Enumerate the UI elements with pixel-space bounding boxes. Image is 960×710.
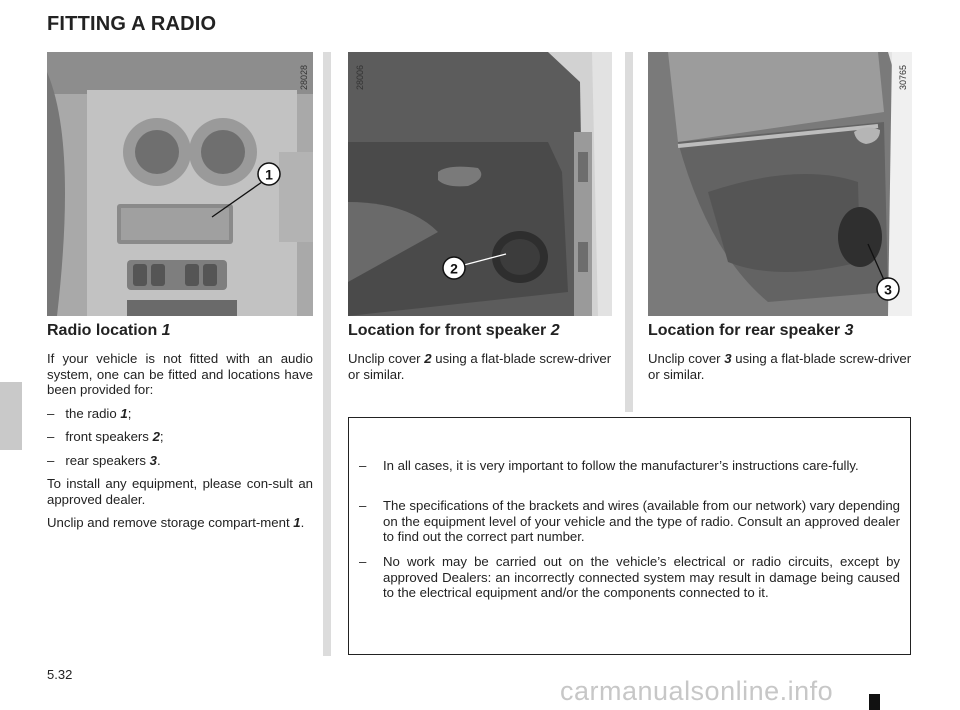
rear-speaker-heading xyxy=(648,322,914,340)
front-speaker-section xyxy=(348,322,614,382)
list-item: – front speakers 2; xyxy=(47,429,164,444)
note-dash: – xyxy=(359,554,367,569)
figure-callout-1: 1 xyxy=(265,166,273,183)
column-divider-right xyxy=(625,52,633,412)
note-dash: – xyxy=(359,458,367,473)
figure-ref-1: 28028 xyxy=(299,64,309,90)
rear-door-photo xyxy=(648,52,912,316)
radio-location-heading xyxy=(47,322,313,340)
figure-callout-3: 3 xyxy=(884,281,892,298)
rear-speaker-text: Unclip cover 3 using a flat-blade screw-driver or similar. xyxy=(648,351,912,382)
note-text: In all cases, it is very important to follow the manufacturer’s instructions care-fully. xyxy=(383,458,859,473)
dealer-paragraph: To install any equipment, please con-sult an approved dealer. xyxy=(47,476,313,507)
note-item xyxy=(359,458,900,474)
section-tab xyxy=(0,382,22,450)
figure-ref-3: 30765 xyxy=(898,64,908,90)
page-title: FITTING A RADIO xyxy=(47,13,217,35)
corner-mark xyxy=(869,694,880,710)
note-item xyxy=(359,554,900,601)
column-divider-left xyxy=(323,52,331,656)
note-text: No work may be carried out on the vehicle’s electrical or radio circuits, except by approved Dealers: an incorrectly connected system may result in damage being caused to the electrical equipment and/or the components connected to it. xyxy=(383,554,900,600)
heading-number: 1 xyxy=(161,322,171,339)
page-number: 5.32 xyxy=(47,667,73,682)
front-speaker-heading xyxy=(348,322,614,340)
warning-note-box xyxy=(348,417,911,655)
dashboard-photo xyxy=(47,52,313,316)
note-text: The specifications of the brackets and wires (available from our network) vary depending on the equipment level of your vehicle and the type of radio. Consult an approved dealer to find out the correct part number. xyxy=(383,498,900,544)
figure-ref-2: 28006 xyxy=(355,64,365,90)
front-door-photo xyxy=(348,52,612,316)
heading-number: 3 xyxy=(844,322,854,339)
rear-speaker-section xyxy=(648,322,914,382)
figure-callout-2: 2 xyxy=(450,260,458,277)
heading-text: Radio location xyxy=(47,322,162,339)
unclip-paragraph: Unclip and remove storage compart-ment 1. xyxy=(47,515,305,530)
watermark: carmanualsonline.info xyxy=(560,676,834,706)
list-item: – rear speakers 3. xyxy=(47,452,161,468)
radio-intro: If your vehicle is not fitted with an audio system, one can be fitted and locations have been provided for: xyxy=(47,351,313,397)
heading-text: Location for rear speaker xyxy=(648,322,845,339)
heading-number: 2 xyxy=(550,322,560,339)
list-item: – the radio 1; xyxy=(47,405,132,421)
heading-text: Location for front speaker xyxy=(348,322,551,339)
radio-location-section xyxy=(47,322,313,531)
front-speaker-text: Unclip cover 2 using a flat-blade screw-driver or similar. xyxy=(348,351,612,382)
note-dash: – xyxy=(359,498,367,513)
note-item xyxy=(359,498,900,545)
